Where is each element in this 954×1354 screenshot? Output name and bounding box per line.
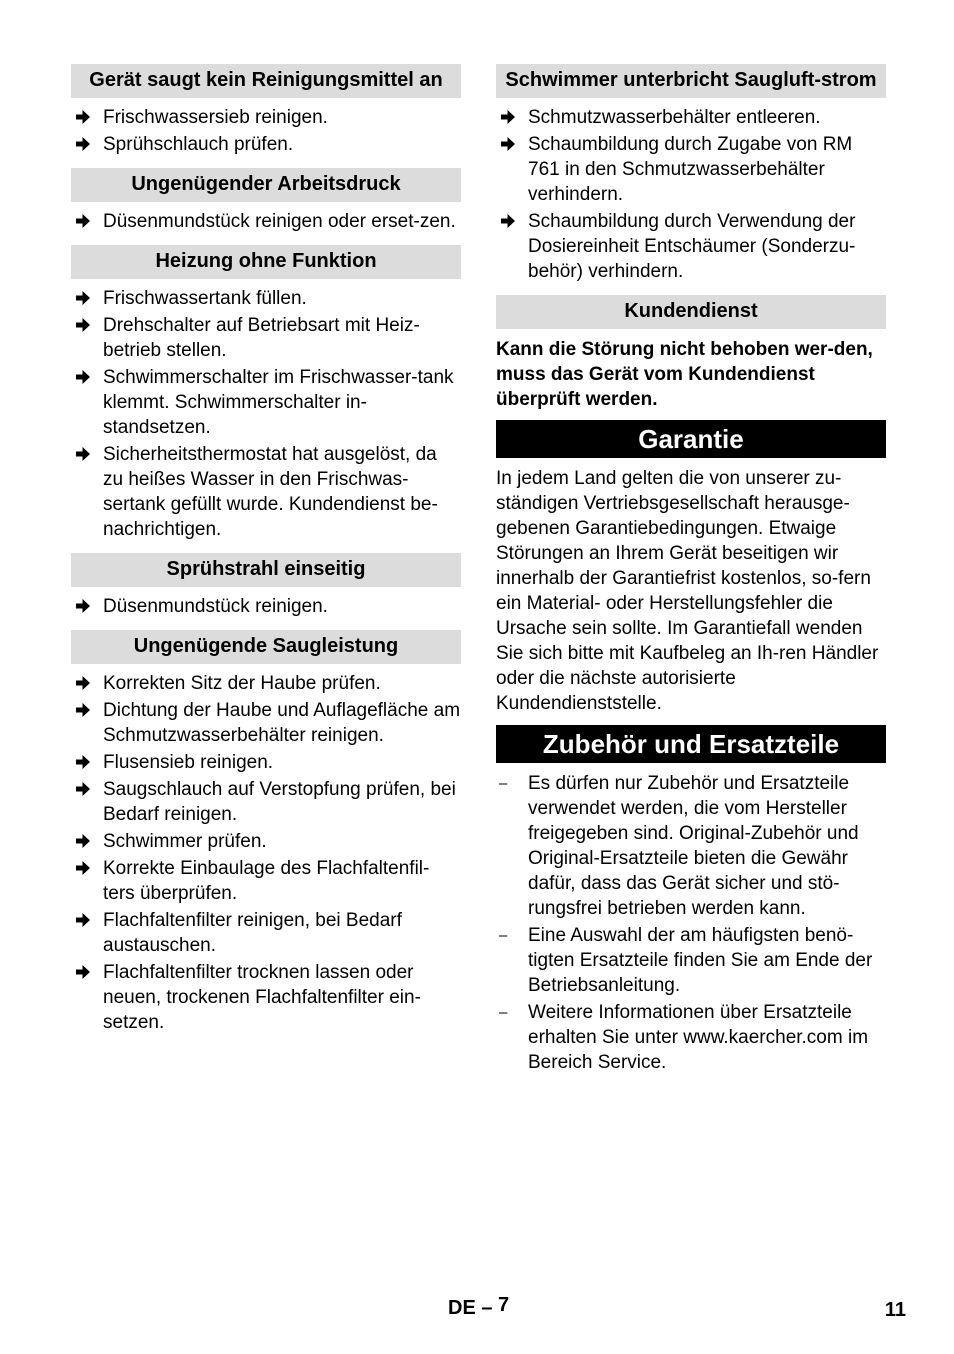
step-list xyxy=(71,671,461,1035)
chapter-heading-zubehoer: Zubehör und Ersatzteile xyxy=(496,725,886,763)
list-item xyxy=(71,856,461,906)
arrow-right-icon xyxy=(75,910,91,930)
footer-language: DE xyxy=(448,1297,476,1319)
arrow-right-icon xyxy=(500,211,516,231)
list-item xyxy=(71,750,461,775)
list-item-text: Schmutzwasserbehälter entleeren. xyxy=(528,107,821,128)
section-heading: Kundendienst xyxy=(496,295,886,329)
arrow-right-icon xyxy=(75,596,91,616)
list-item-text: Drehschalter auf Betriebsart mit Heiz-betrieb stellen. xyxy=(103,315,420,361)
list-item-text: Saugschlauch auf Verstopfung prüfen, bei Bedarf reinigen. xyxy=(103,779,456,825)
dash-bullet: – xyxy=(499,1004,508,1021)
list-item-text: Sicherheitsthermostat hat ausgelöst, da zu heißes Wasser in den Frischwas-sertank gefüllt wurde. Kundendienst be-nachrichtigen. xyxy=(103,444,438,540)
step-list xyxy=(71,286,461,542)
list-item-text: Sprühschlauch prüfen. xyxy=(103,134,294,155)
arrow-right-icon xyxy=(75,211,91,231)
section-heading: Heizung ohne Funktion xyxy=(71,245,461,279)
list-item xyxy=(71,442,461,542)
list-item-text: Schaumbildung durch Verwendung der Dosiereinheit Entschäumer (Sonderzu-behör) verhindern. xyxy=(528,211,856,282)
list-item xyxy=(496,771,886,921)
arrow-right-icon xyxy=(75,315,91,335)
left-column xyxy=(71,64,461,1037)
step-list xyxy=(71,209,461,234)
step-list xyxy=(496,105,886,284)
list-item-text: Frischwassersieb reinigen. xyxy=(103,107,328,128)
list-item xyxy=(71,671,461,696)
list-item xyxy=(71,698,461,748)
list-item-text: Es dürfen nur Zubehör und Ersatzteile verwendet werden, die vom Hersteller freigegeben sind. Original-Zubehör und Original-Ersatzteile bieten die Gewähr dafür, dass das Gerät sicher und stö-rungsfrei betrieben werden kann. xyxy=(528,773,859,919)
list-item xyxy=(71,313,461,363)
list-item xyxy=(496,105,886,130)
list-item xyxy=(71,960,461,1035)
arrow-right-icon xyxy=(75,779,91,799)
step-list xyxy=(71,594,461,619)
list-item-text: Korrekte Einbaulage des Flachfaltenfil-ters überprüfen. xyxy=(103,858,430,904)
list-item-text: Flachfaltenfilter trocknen lassen oder neuen, trockenen Flachfaltenfilter ein-setzen. xyxy=(103,962,421,1033)
list-item xyxy=(71,829,461,854)
list-item-text: Schwimmerschalter im Frischwasser-tank klemmt. Schwimmerschalter in-standsetzen. xyxy=(103,367,454,438)
page-number: 11 xyxy=(884,1299,906,1321)
list-item-text: Weitere Informationen über Ersatzteile erhalten Sie unter www.kaercher.com im Bereich Service. xyxy=(528,1002,869,1073)
list-item-text: Schaumbildung durch Zugabe von RM 761 in den Schmutzwasserbehälter verhindern. xyxy=(528,134,853,205)
arrow-right-icon xyxy=(75,134,91,154)
list-item-text: Korrekten Sitz der Haube prüfen. xyxy=(103,673,381,694)
arrow-right-icon xyxy=(75,700,91,720)
list-item xyxy=(71,908,461,958)
list-item xyxy=(71,286,461,311)
list-item xyxy=(496,1000,886,1075)
list-item xyxy=(71,594,461,619)
list-item xyxy=(71,365,461,440)
list-item xyxy=(71,105,461,130)
arrow-right-icon xyxy=(500,134,516,154)
list-item-text: Dichtung der Haube und Auflagefläche am Schmutzwasserbehälter reinigen. xyxy=(103,700,461,746)
dash-bullet: – xyxy=(499,775,508,792)
arrow-right-icon xyxy=(75,831,91,851)
arrow-right-icon xyxy=(75,107,91,127)
chapter-heading-garantie: Garantie xyxy=(496,420,886,458)
list-item xyxy=(496,923,886,998)
list-item xyxy=(71,777,461,827)
dash-bullet: – xyxy=(499,927,508,944)
arrow-right-icon xyxy=(75,962,91,982)
section-heading: Ungenügender Arbeitsdruck xyxy=(71,168,461,202)
arrow-right-icon xyxy=(75,858,91,878)
arrow-right-icon xyxy=(75,444,91,464)
right-column xyxy=(496,64,886,1077)
garantie-paragraph: In jedem Land gelten die von unserer zu-ständigen Vertriebsgesellschaft herausge-gebenen Garantiebedingungen. Etwaige Störungen an Ihrem Gerät beseitigen wir innerhalb der Garantiefrist kostenlos, so-fern ein Material- oder Herstellungsfehler die Ursache sein sollte. Im Garantiefall wenden Sie sich bitte mit Kaufbeleg an Ih-ren Händler oder die nächste autorisierte Kundendienststelle. xyxy=(496,468,879,714)
arrow-right-icon xyxy=(500,107,516,127)
list-item-text: Frischwassertank füllen. xyxy=(103,288,307,309)
list-item-text: Flusensieb reinigen. xyxy=(103,752,274,773)
dash-list xyxy=(496,771,886,1075)
section-heading: Ungenügende Saugleistung xyxy=(71,630,461,664)
list-item-text: Schwimmer prüfen. xyxy=(103,831,267,852)
list-item xyxy=(496,132,886,207)
arrow-right-icon xyxy=(75,673,91,693)
footer-section-label xyxy=(448,1296,509,1321)
section-heading: Sprühstrahl einseitig xyxy=(71,553,461,587)
list-item-text: Eine Auswahl der am häufigsten benö-tigten Ersatzteile finden Sie am Ende der Betriebsanleitung. xyxy=(528,925,873,996)
list-item-text: Düsenmundstück reinigen oder erset-zen. xyxy=(103,211,456,232)
section-heading: Schwimmer unterbricht Saugluft-strom xyxy=(496,64,886,98)
list-item xyxy=(71,132,461,157)
arrow-right-icon xyxy=(75,367,91,387)
arrow-right-icon xyxy=(75,288,91,308)
list-item xyxy=(71,209,461,234)
step-list xyxy=(71,105,461,157)
section-heading: Gerät saugt kein Reinigungsmittel an xyxy=(71,64,461,98)
footer-separator: – xyxy=(481,1297,493,1319)
list-item xyxy=(496,209,886,284)
list-item-text: Düsenmundstück reinigen. xyxy=(103,596,328,617)
list-item-text: Flachfaltenfilter reinigen, bei Bedarf austauschen. xyxy=(103,910,402,956)
arrow-right-icon xyxy=(75,752,91,772)
footer-section-page: 7 xyxy=(498,1294,510,1316)
service-notice: Kann die Störung nicht behoben wer-den, muss das Gerät vom Kundendienst überprüft werden. xyxy=(496,339,873,410)
